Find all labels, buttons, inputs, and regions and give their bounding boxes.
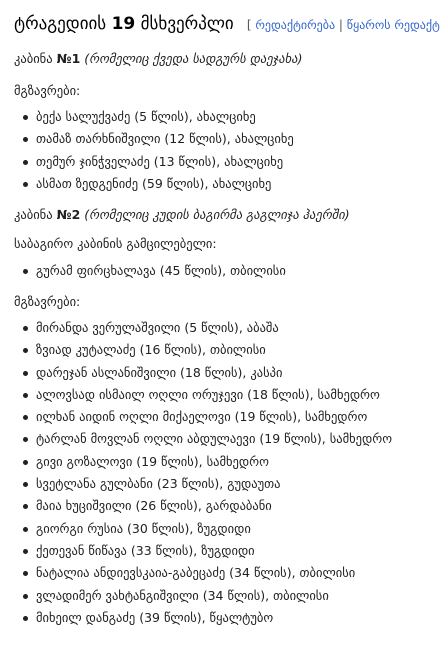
list-item: გურამ ფირცხალავა (45 წლის), თბილისი [0, 260, 286, 282]
list-item: თამაზ თარხნიშვილი (12 წლის), ახალციხე [0, 128, 294, 150]
edit-source-link[interactable]: წყაროს რედაქტ [346, 18, 440, 32]
list-item: ილხან აიდინ ოღლი მიქაელოვი (19 წლის), სამხედრო [0, 406, 392, 428]
title-suffix: მსხვერპლი [140, 14, 234, 34]
list-item: სვეტლანა გულბანი (23 წლის), გუდაუთა [0, 473, 392, 495]
title-number: 19 [111, 14, 136, 34]
cabin-2-note: (რომელიც კუდის ბაგირმა გაგლიჯა ჰაერში) [84, 207, 350, 222]
list-item: გიორგი რუსია (30 წლის), ზუგდიდი [0, 518, 392, 540]
list-item: გივი გოზალოვი (19 წლის), სამხედრო [0, 451, 392, 473]
cabin-1-passenger-list [0, 106, 294, 195]
section-header [14, 14, 440, 34]
edit-bracket: [ [246, 18, 252, 32]
list-item: მიხეილ დანგაძე (39 წლის), წყალტუბო [0, 607, 392, 629]
edit-separator: | [338, 18, 343, 32]
cabin-2-passenger-list [0, 317, 392, 629]
list-item: ვლადიმერ ვახტანგიშვილი (34 წლის), თბილისი [0, 585, 392, 607]
edit-link[interactable]: რედაქტირება [255, 18, 336, 32]
section-title [14, 14, 234, 34]
list-item: ბექა სალუქვაძე (5 წლის), ახალციხე [0, 106, 294, 128]
list-item: ქეთევან წიწავა (33 წლის), ზუგდიდი [0, 540, 392, 562]
cabin-1-passengers-label: მგზავრები: [14, 83, 81, 98]
cabin-2-label: კაბინა [14, 207, 53, 222]
list-item: ასმათ ზედგენიძე (59 წლის), ახალციხე [0, 173, 294, 195]
cabin-2-passengers-label: მგზავრები: [14, 294, 81, 309]
cabin-1-number: №1 [56, 51, 81, 66]
edit-links [247, 18, 440, 32]
list-item: მირანდა ვერულაშვილი (5 წლის), აბაშა [0, 317, 392, 339]
list-item: ტარლან მოვლან ოღლი აბდულაევი (19 წლის), სამხედრო [0, 428, 392, 450]
cabin-1-note: (რომელიც ქვედა სადგურს დაეჯახა) [84, 51, 303, 66]
list-item: მაია ხუციშვილი (26 წლის), გარდაბანი [0, 495, 392, 517]
list-item: ზვიად კუტალაძე (16 წლის), თბილისი [0, 339, 392, 361]
list-item: თემურ ჯინჭველაძე (13 წლის), ახალციხე [0, 151, 294, 173]
cabin-2-operator-list [0, 260, 286, 282]
cabin-1-label: კაბინა [14, 51, 53, 66]
cabin-2-heading [14, 207, 350, 222]
list-item: დარეჯან ასლანიშვილი (18 წლის), კასპი [0, 362, 392, 384]
cabin-2-number: №2 [56, 207, 81, 222]
title-text: ტრაგედიის [14, 14, 107, 34]
list-item: ალოვსად ისმაილ ოღლი ორუჯევი (18 წლის), სამხედრო [0, 384, 392, 406]
cabin-1-heading [14, 51, 302, 66]
list-item: ნატალია ანდიევსკაია-გაბეცაძე (34 წლის), თბილისი [0, 562, 392, 584]
cabin-2-operator-label: საბაგირო კაბინის გამცილებელი: [14, 236, 217, 251]
